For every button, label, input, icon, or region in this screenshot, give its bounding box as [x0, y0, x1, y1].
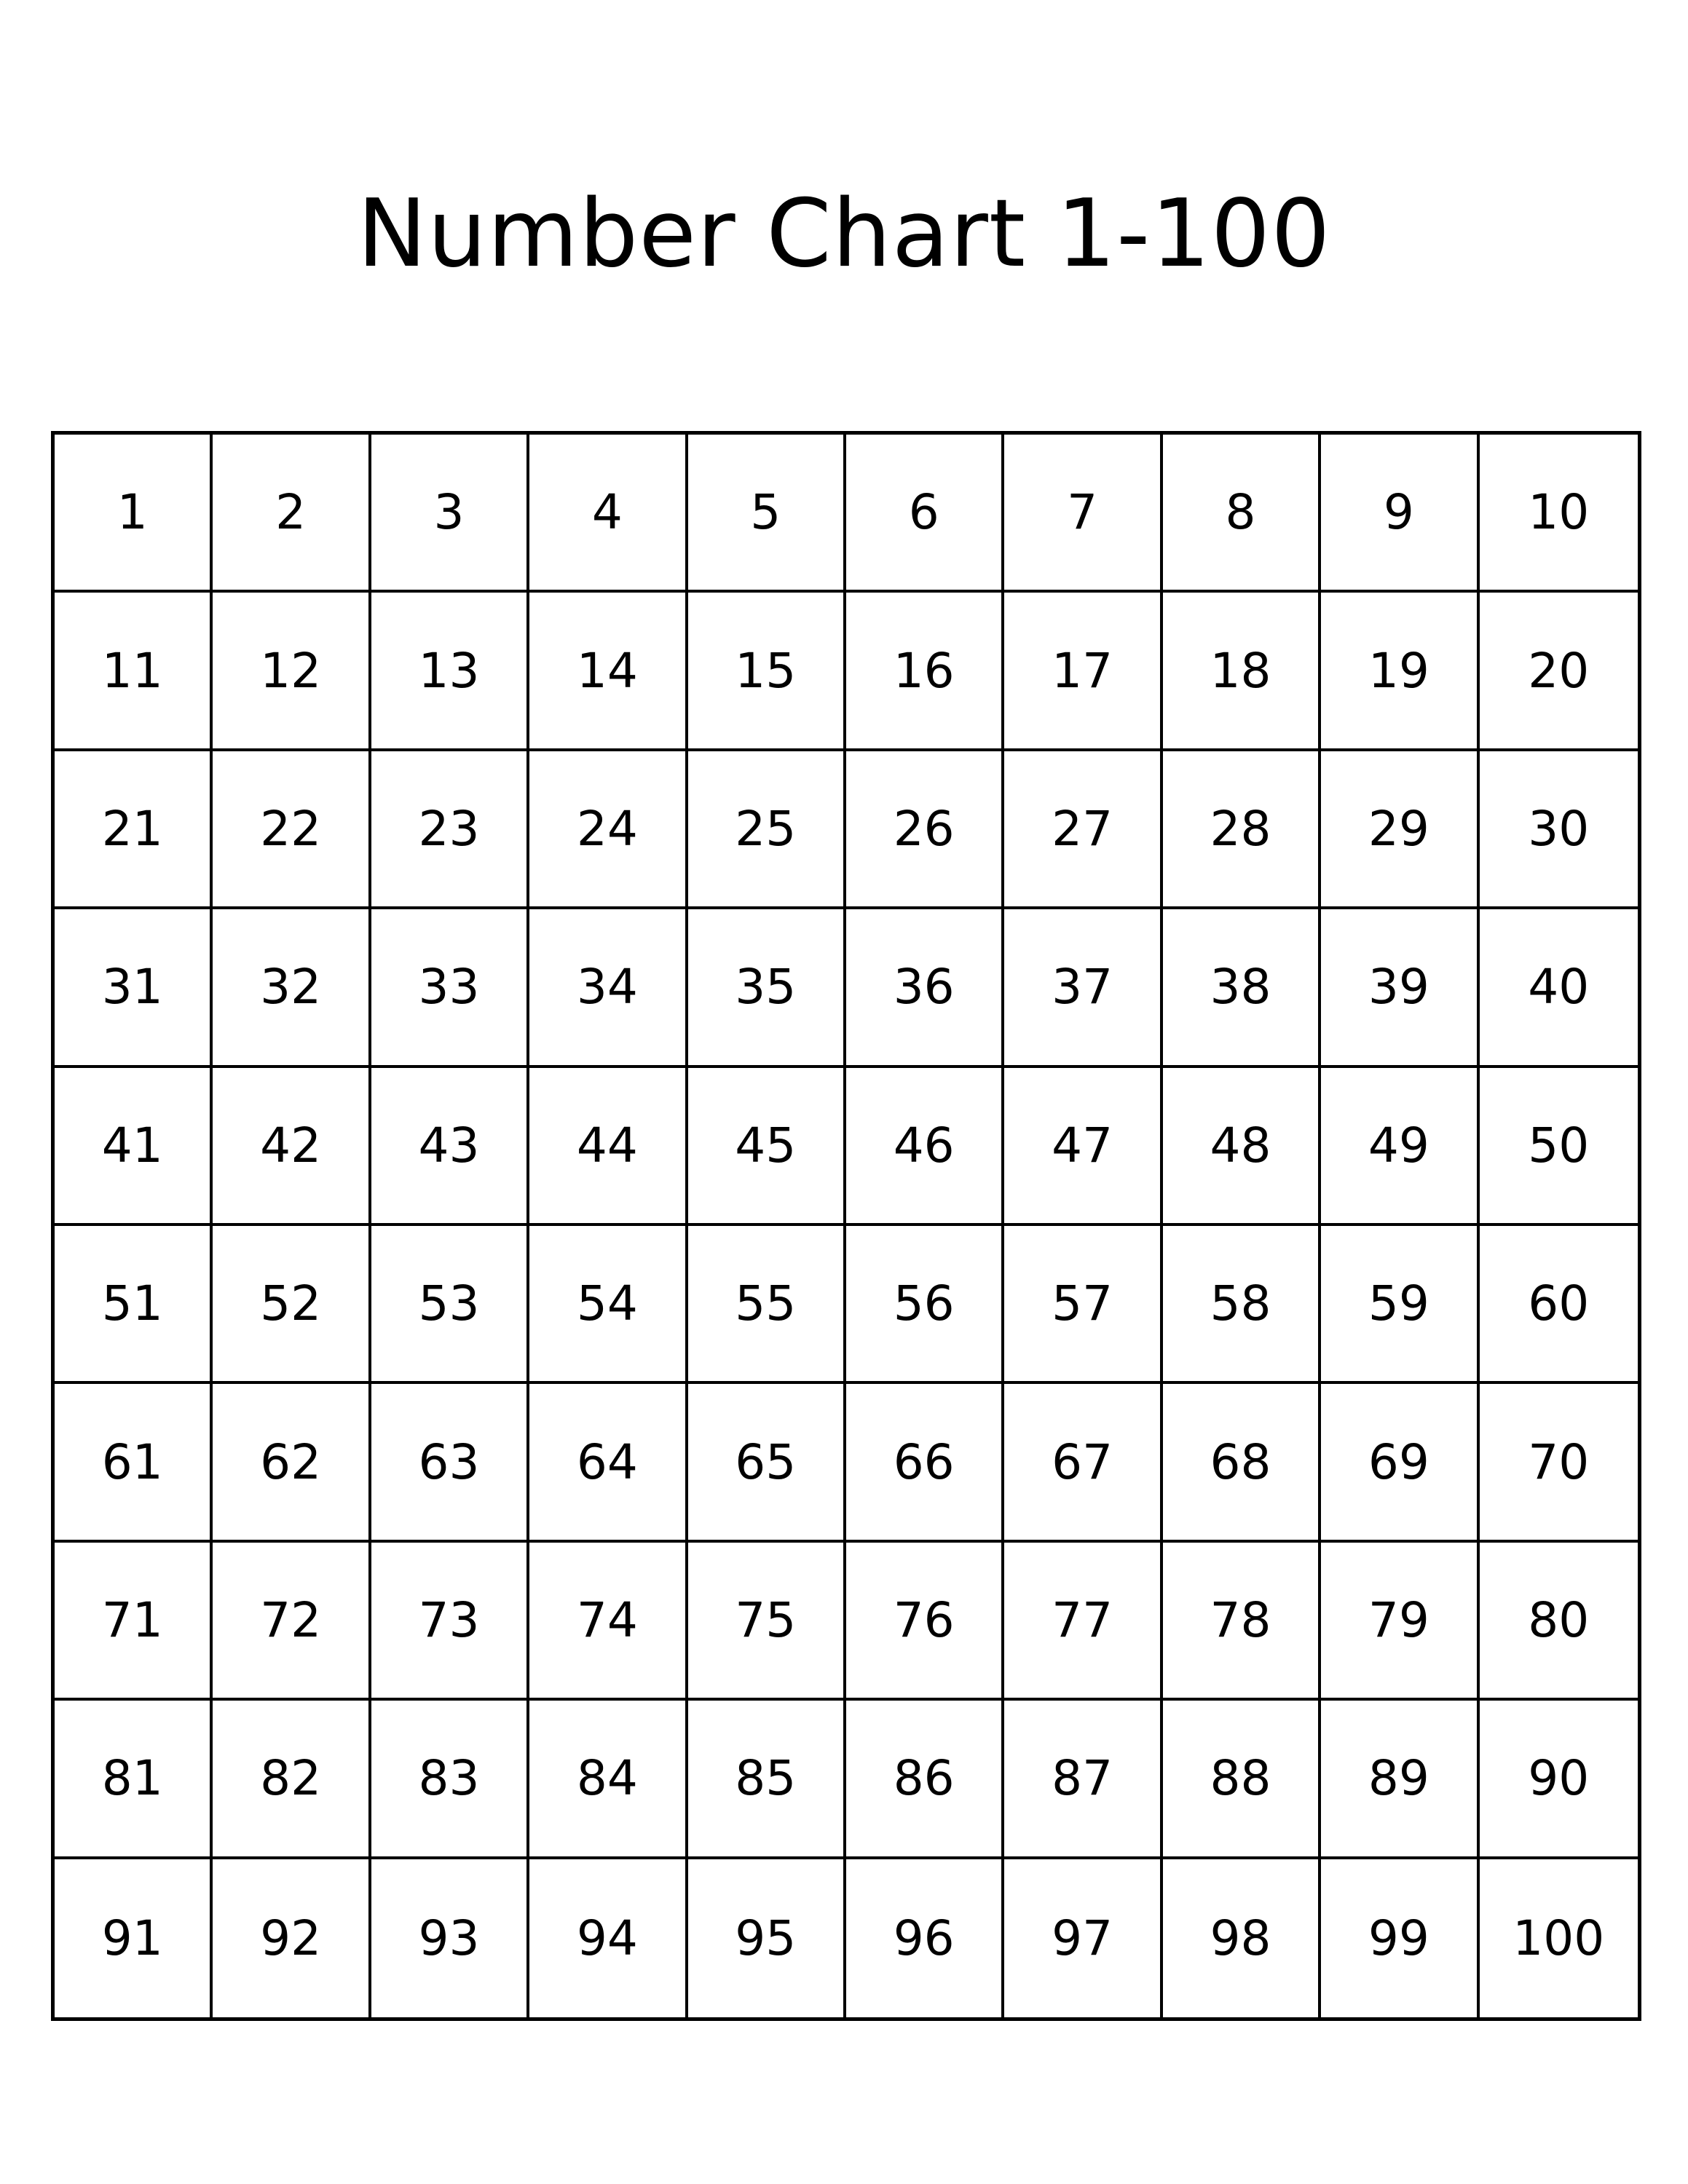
grid-cell: 89 — [1321, 1701, 1479, 1859]
grid-cell: 26 — [846, 751, 1004, 909]
grid-cell: 16 — [846, 593, 1004, 751]
grid-cell: 34 — [529, 909, 687, 1067]
grid-cell: 58 — [1163, 1226, 1321, 1384]
grid-cell: 55 — [688, 1226, 846, 1384]
grid-cell: 54 — [529, 1226, 687, 1384]
grid-cell: 56 — [846, 1226, 1004, 1384]
grid-cell: 62 — [213, 1384, 371, 1542]
grid-cell: 83 — [371, 1701, 529, 1859]
grid-cell: 77 — [1004, 1543, 1162, 1701]
grid-cell: 81 — [55, 1701, 213, 1859]
grid-cell: 69 — [1321, 1384, 1479, 1542]
grid-cell: 68 — [1163, 1384, 1321, 1542]
grid-cell: 10 — [1480, 435, 1638, 593]
grid-cell: 44 — [529, 1068, 687, 1226]
grid-cell: 92 — [213, 1859, 371, 2017]
grid-cell: 85 — [688, 1701, 846, 1859]
grid-cell: 88 — [1163, 1701, 1321, 1859]
grid-cell: 74 — [529, 1543, 687, 1701]
grid-cell: 22 — [213, 751, 371, 909]
grid-cell: 4 — [529, 435, 687, 593]
grid-cell: 30 — [1480, 751, 1638, 909]
grid-cell: 72 — [213, 1543, 371, 1701]
grid-cell: 82 — [213, 1701, 371, 1859]
grid-cell: 99 — [1321, 1859, 1479, 2017]
grid-cell: 70 — [1480, 1384, 1638, 1542]
grid-cell: 41 — [55, 1068, 213, 1226]
grid-cell: 52 — [213, 1226, 371, 1384]
grid-cell: 94 — [529, 1859, 687, 2017]
grid-cell: 60 — [1480, 1226, 1638, 1384]
grid-cell: 39 — [1321, 909, 1479, 1067]
grid-cell: 93 — [371, 1859, 529, 2017]
number-grid — [51, 431, 1641, 2021]
page-title: Number Chart 1-100 — [357, 180, 1331, 288]
grid-cell: 67 — [1004, 1384, 1162, 1542]
grid-cell: 6 — [846, 435, 1004, 593]
grid-cell: 20 — [1480, 593, 1638, 751]
grid-cell: 8 — [1163, 435, 1321, 593]
grid-cell: 75 — [688, 1543, 846, 1701]
grid-cell: 61 — [55, 1384, 213, 1542]
grid-cell: 71 — [55, 1543, 213, 1701]
grid-cell: 79 — [1321, 1543, 1479, 1701]
grid-cell: 11 — [55, 593, 213, 751]
grid-cell: 100 — [1513, 1910, 1605, 1966]
grid-cell: 13 — [371, 593, 529, 751]
grid-cell: 91 — [55, 1859, 213, 2017]
grid-cell: 29 — [1321, 751, 1479, 909]
grid-cell: 48 — [1163, 1068, 1321, 1226]
grid-cell: 38 — [1163, 909, 1321, 1067]
grid-cell: 5 — [688, 435, 846, 593]
grid-cell: 97 — [1004, 1859, 1162, 2017]
grid-cell: 17 — [1004, 593, 1162, 751]
grid-cell: 63 — [371, 1384, 529, 1542]
grid-cell: 40 — [1480, 909, 1638, 1067]
grid-cell: 66 — [846, 1384, 1004, 1542]
grid-cell: 15 — [688, 593, 846, 751]
grid-cell: 28 — [1163, 751, 1321, 909]
grid-cell: 24 — [529, 751, 687, 909]
grid-cell: 47 — [1004, 1068, 1162, 1226]
grid-cell: 57 — [1004, 1226, 1162, 1384]
grid-cell: 9 — [1321, 435, 1479, 593]
grid-cell: 59 — [1321, 1226, 1479, 1384]
grid-cell: 33 — [371, 909, 529, 1067]
grid-cell: 7 — [1004, 435, 1162, 593]
grid-cell: 96 — [846, 1859, 1004, 2017]
grid-cell: 98 — [1163, 1859, 1321, 2017]
grid-cell: 43 — [371, 1068, 529, 1226]
grid-cell: 1 — [55, 435, 213, 593]
grid-cell: 18 — [1163, 593, 1321, 751]
grid-cell: 3 — [371, 435, 529, 593]
grid-cell: 35 — [688, 909, 846, 1067]
grid-cell: 73 — [371, 1543, 529, 1701]
grid-cell: 64 — [529, 1384, 687, 1542]
grid-cell: 45 — [688, 1068, 846, 1226]
grid-cell: 86 — [846, 1701, 1004, 1859]
grid-cell: 31 — [55, 909, 213, 1067]
grid-cell: 50 — [1480, 1068, 1638, 1226]
grid-cell: 12 — [213, 593, 371, 751]
grid-cell: 84 — [529, 1701, 687, 1859]
grid-cell: 51 — [55, 1226, 213, 1384]
grid-cell: 76 — [846, 1543, 1004, 1701]
grid-cell: 42 — [213, 1068, 371, 1226]
grid-cell: 2 — [213, 435, 371, 593]
grid-cell: 46 — [846, 1068, 1004, 1226]
grid-cell: 95 — [688, 1859, 846, 2017]
grid-cell: 65 — [688, 1384, 846, 1542]
grid-cell: 53 — [371, 1226, 529, 1384]
grid-cell: 90 — [1480, 1701, 1638, 1859]
grid-cell: 87 — [1004, 1701, 1162, 1859]
grid-cell: 78 — [1163, 1543, 1321, 1701]
grid-cell: 80 — [1480, 1543, 1638, 1701]
grid-cell: 36 — [846, 909, 1004, 1067]
grid-cell: 27 — [1004, 751, 1162, 909]
grid-cell: 32 — [213, 909, 371, 1067]
grid-cell: 25 — [688, 751, 846, 909]
grid-cell: 37 — [1004, 909, 1162, 1067]
grid-cell: 49 — [1321, 1068, 1479, 1226]
grid-cell: 14 — [529, 593, 687, 751]
grid-cell: 21 — [55, 751, 213, 909]
grid-cell: 23 — [371, 751, 529, 909]
grid-cell: 19 — [1321, 593, 1479, 751]
